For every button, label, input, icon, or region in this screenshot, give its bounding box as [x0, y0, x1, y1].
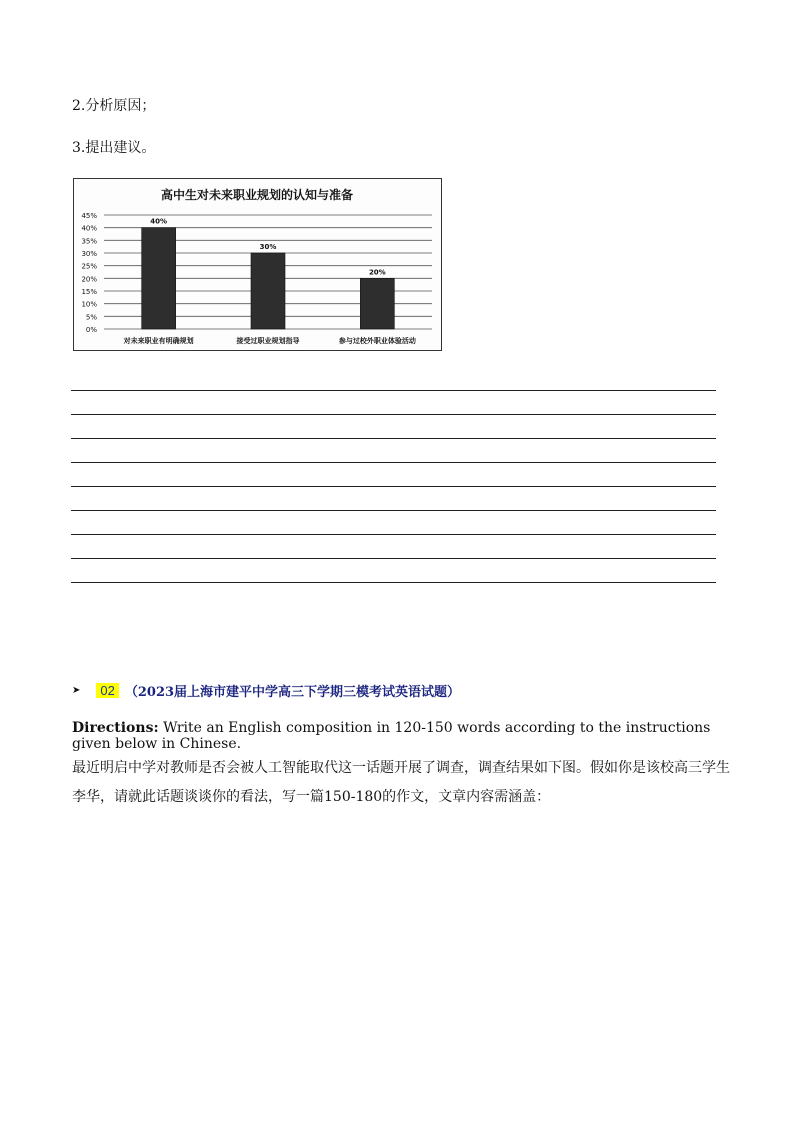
x-tick-label: 对未来职业有明确规划: [123, 337, 194, 345]
answer-line[interactable]: [71, 390, 716, 391]
list-item-3: 3.提出建议。: [72, 140, 156, 156]
x-tick-label: 参与过校外职业体验活动: [338, 337, 416, 345]
bar: [360, 278, 394, 329]
question-source-title: （2023届上海市建平中学高三下学期三模考试英语试题）: [124, 685, 461, 700]
answer-line[interactable]: [71, 558, 716, 559]
list-item-2: 2.分析原因；: [72, 98, 156, 114]
arrow-bullet-icon: ➤: [72, 685, 81, 696]
data-label: 30%: [259, 243, 277, 251]
answer-line[interactable]: [71, 462, 716, 463]
y-tick-label: 45%: [81, 212, 97, 220]
x-tick-label: 接受过职业规划指导: [236, 337, 300, 345]
directions-text: Write an English composition in 120-150 words according to the instructions given below in Chinese.: [72, 720, 711, 752]
question-header: [72, 681, 460, 700]
bar-chart: [73, 178, 442, 351]
directions: [72, 720, 732, 752]
y-tick-label: 15%: [81, 288, 97, 296]
answer-line[interactable]: [71, 582, 716, 583]
answer-line[interactable]: [71, 510, 716, 511]
y-tick-label: 30%: [81, 250, 97, 258]
bar: [251, 253, 285, 329]
y-tick-label: 35%: [81, 237, 97, 246]
bar: [142, 228, 176, 329]
chart-title: 高中生对未来职业规划的认知与准备: [160, 188, 354, 202]
y-tick-label: 20%: [81, 275, 97, 284]
y-tick-label: 40%: [81, 224, 97, 233]
data-label: 40%: [150, 217, 168, 226]
y-tick-label: 5%: [85, 313, 97, 322]
answer-line[interactable]: [71, 534, 716, 535]
answer-line[interactable]: [71, 486, 716, 487]
data-label: 20%: [368, 268, 386, 277]
directions-label: Directions:: [72, 720, 159, 736]
y-tick-label: 0%: [85, 326, 97, 334]
chart-canvas: [74, 179, 441, 350]
answer-line[interactable]: [71, 438, 716, 439]
question-number: 02: [96, 683, 118, 698]
y-tick-label: 10%: [81, 300, 97, 309]
y-tick-label: 25%: [81, 262, 97, 271]
prompt-paragraph: 最近明启中学对教师是否会被人工智能取代这一话题开展了调查，调查结果如下图。假如你是该校高三学生李华，请就此话题谈谈你的看法，写一篇150-180的作文，文章内容需涵盖：: [72, 760, 730, 805]
answer-line[interactable]: [71, 414, 716, 415]
